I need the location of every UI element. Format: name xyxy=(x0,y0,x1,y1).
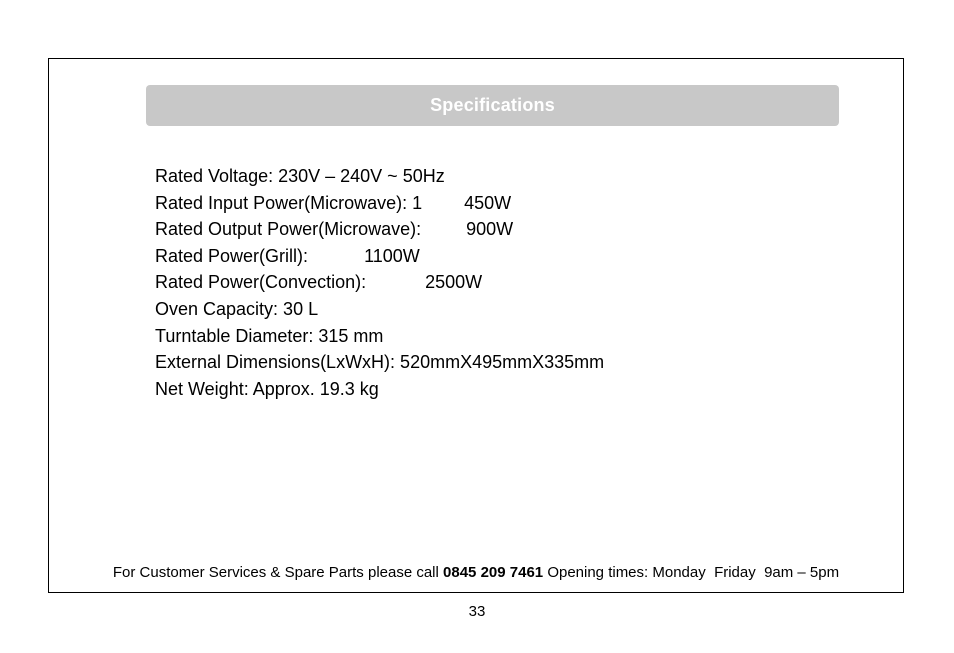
spec-value: 1100W xyxy=(364,245,420,266)
spec-label: External Dimensions(LxWxH): 520mmX495mmX335mm xyxy=(155,352,605,373)
spec-row-voltage xyxy=(155,163,604,190)
spec-list xyxy=(155,163,604,402)
footer-prefix: For Customer Services & Spare Parts please call xyxy=(112,564,439,581)
footer-opening-times: Opening times: Monday Friday 9am – 5pm xyxy=(547,564,840,581)
spec-label: Rated Input Power(Microwave): 1 xyxy=(155,192,423,213)
spec-label: Turntable Diameter: 315 mm xyxy=(155,325,384,346)
spec-row-output-power xyxy=(155,216,604,243)
spec-label: Rated Power(Convection): xyxy=(155,272,367,293)
page-frame xyxy=(48,58,904,593)
customer-service-footer xyxy=(49,564,903,581)
spec-row-turntable xyxy=(155,323,604,350)
spec-value: 900W xyxy=(466,219,514,240)
spec-row-grill-power xyxy=(155,243,604,270)
spec-row-input-power xyxy=(155,190,604,217)
spec-row-weight xyxy=(155,376,604,403)
spec-value: 2500W xyxy=(425,272,483,293)
spec-label: Rated Voltage: 230V – 240V ~ 50Hz xyxy=(155,166,445,186)
spec-row-dimensions xyxy=(155,349,604,376)
section-title: Specifications xyxy=(430,95,555,115)
section-header-bar xyxy=(146,85,839,126)
spec-label: Rated Output Power(Microwave): xyxy=(155,219,422,240)
spec-value: 450W xyxy=(464,192,512,213)
spec-row-convection-power xyxy=(155,269,604,296)
page-number: 33 xyxy=(468,603,486,620)
footer-phone-number: 0845 209 7461 xyxy=(443,564,544,581)
spec-label: Rated Power(Grill): xyxy=(155,245,309,266)
spec-row-capacity xyxy=(155,296,604,323)
spec-label: Oven Capacity: 30 L xyxy=(155,298,319,319)
spec-label: Net Weight: Approx. 19.3 kg xyxy=(155,378,379,399)
